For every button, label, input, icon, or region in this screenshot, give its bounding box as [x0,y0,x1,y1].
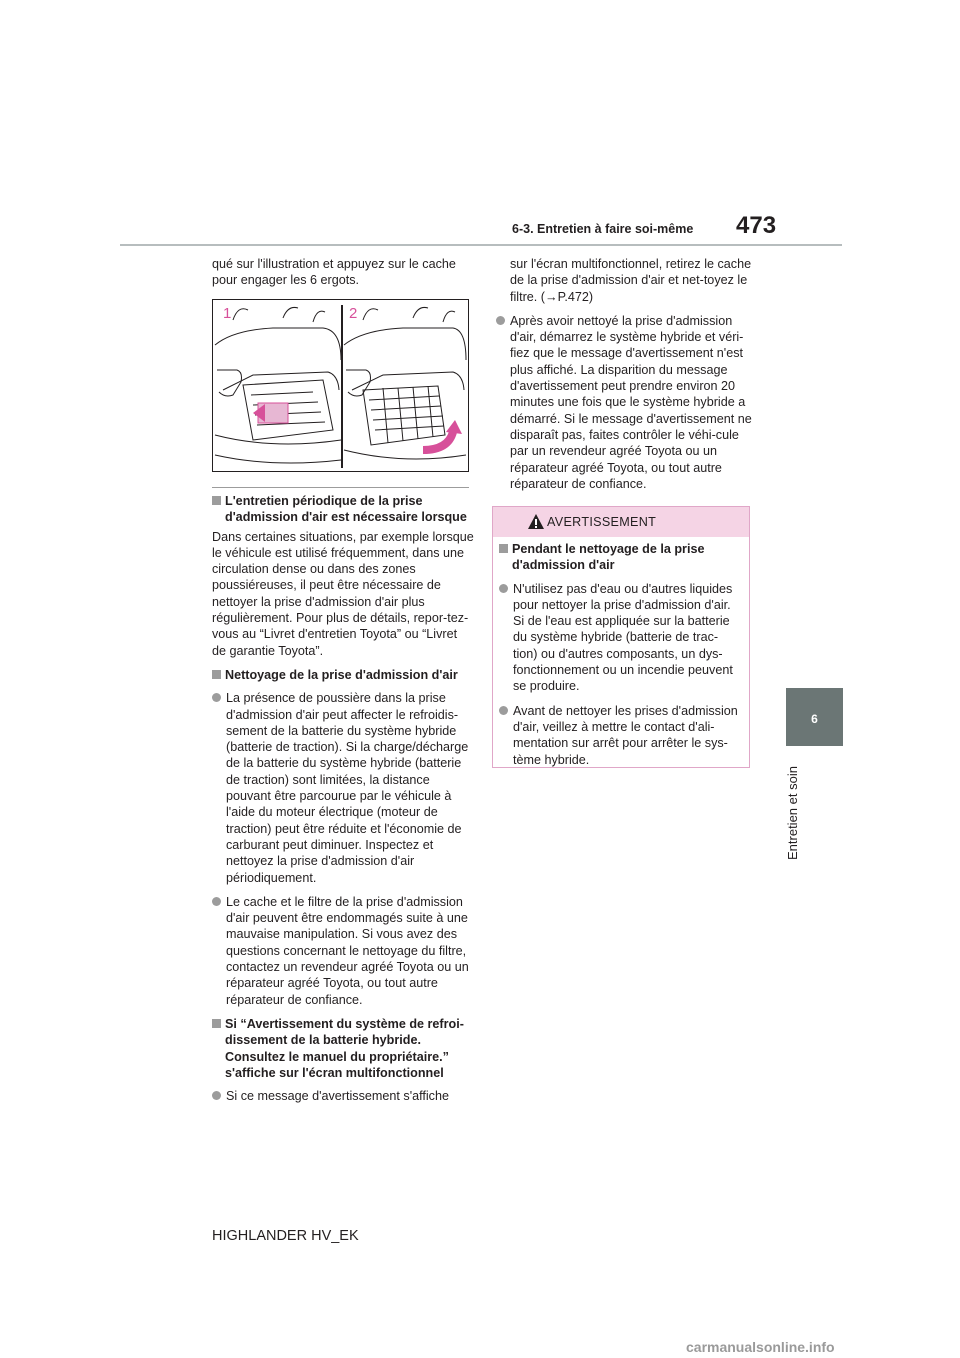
warning-header [493,507,749,537]
section-heading-periodic: L'entretien périodique de la prise d'admission d'air est nécessaire lorsque [212,493,474,526]
list-item: Si ce message d'avertissement s'affiche [212,1088,474,1104]
air-intake-illustration [213,300,468,471]
left-column [212,493,474,1112]
continuation-text: sur l'écran multifonctionnel, retirez le cache de la prise d'admission d'air et net-toyez le filtre. (→P.472) [510,257,752,304]
intro-text-block [212,256,470,289]
warning-body [493,537,749,768]
arrow-2-icon [446,420,462,434]
illustration-figure [212,299,469,472]
warning-triangle-icon [527,513,545,530]
arrow-2-shape [423,432,453,450]
watermark: carmanualsonline.info [686,1339,835,1355]
list-item: N'utilisez pas d'eau ou d'autres liquides pour nettoyer la prise d'admission d'air. Si de l'eau est appliquée sur la batterie du système hybride (batterie de trac-tion) ou d'autres composants, un dys-fonctionnement ou un incendie peuvent se produire. [499,581,739,695]
list-item: Le cache et le filtre de la prise d'admission d'air peuvent être endommagés suite à une mauvaise manipulation. Si vous avez des questions concernant le nettoyage du filtre, contactez un revendeur agréé Toyota ou un réparateur agréé Toyota, ou tout autre réparateur de confiance. [212,894,474,1008]
section-text-periodic: Dans certaines situations, par exemple lorsque le véhicule est utilisé fréquemment, dans une circulation dense ou dans des zones poussiéreuses, il peut être nécessaire de nettoyer la prise d'admission d'air plus régulièrement. Pour plus de détails, repor-tez-vous au “Livret d'entretien Toyota” ou “Livret de garantie Toyota”. [212,529,474,658]
chapter-title: Entretien et soin [785,766,800,860]
bullet-circle-icon [212,897,221,906]
chapter-number: 6 [811,712,818,726]
warning-box [492,506,750,768]
list-item: Après avoir nettoyé la prise d'admission d'air, démarrez le système hybride et véri-fiez que le message d'avertissement n'est plus affiché. La disparition du message d'avertissement peut prendre environ 20 minutes une fois que le système hybride a démarré. Si le message d'avertissement ne disparaît pas, faites contrôler le véhi-cule par un revendeur agréé Toyota ou un réparateur agréé Toyota, ou tout autre réparateur de confiance. [496,313,754,492]
heading-square-icon [212,670,221,679]
section-title: 6-3. Entretien à faire soi-même [512,222,694,236]
heading-square-icon [212,1019,221,1028]
section-heading-warning-message: Si “Avertissement du système de refroi-dissement de la batterie hybride. Consultez le manuel du propriétaire.” s'affiche sur l'écran multifonctionnel [212,1016,474,1081]
intro-text: qué sur l'illustration et appuyez sur le cache pour engager les 6 ergots. [212,257,456,288]
figure-label-1: 1 [223,305,232,322]
section-heading-cleaning: Nettoyage de la prise d'admission d'air [212,667,474,683]
list-item: La présence de poussière dans la prise d'admission d'air peut affecter le refroidis-sement de la batterie du système hybride (batterie de traction). Si la charge/décharge de la batterie du système hybride (batterie de traction) sont limitées, la distance pouvant être parcourue par le véhicule à l'aide du moteur électrique (moteur de traction) peut être réduite et l'économie de carburant peut diminuer. Inspectez et nettoyez la prise d'admission d'air périodiquement. [212,690,474,886]
panel-1-drawing [215,307,341,463]
footer-model: HIGHLANDER HV_EK [212,1228,359,1244]
figure-divider [212,487,469,488]
list-item: Avant de nettoyer les prises d'admission d'air, veillez à mettre le contact d'ali-mentation sur arrêt pour arrêter le sys-tème hybride. [499,703,739,768]
bullet-circle-icon [212,1091,221,1100]
page-number: 473 [736,212,777,239]
bullet-circle-icon [212,693,221,702]
warning-title: AVERTISSEMENT [547,515,657,529]
heading-square-icon [212,496,221,505]
header-divider [120,244,842,246]
heading-square-icon [499,544,508,553]
bullet-circle-icon [499,584,508,593]
warning-heading: Pendant le nettoyage de la prise d'admission d'air [499,541,739,574]
right-column [496,256,754,500]
bullet-circle-icon [496,316,505,325]
figure-label-2: 2 [349,305,358,322]
chapter-title-vertical [781,750,805,860]
bullet-circle-icon [499,706,508,715]
